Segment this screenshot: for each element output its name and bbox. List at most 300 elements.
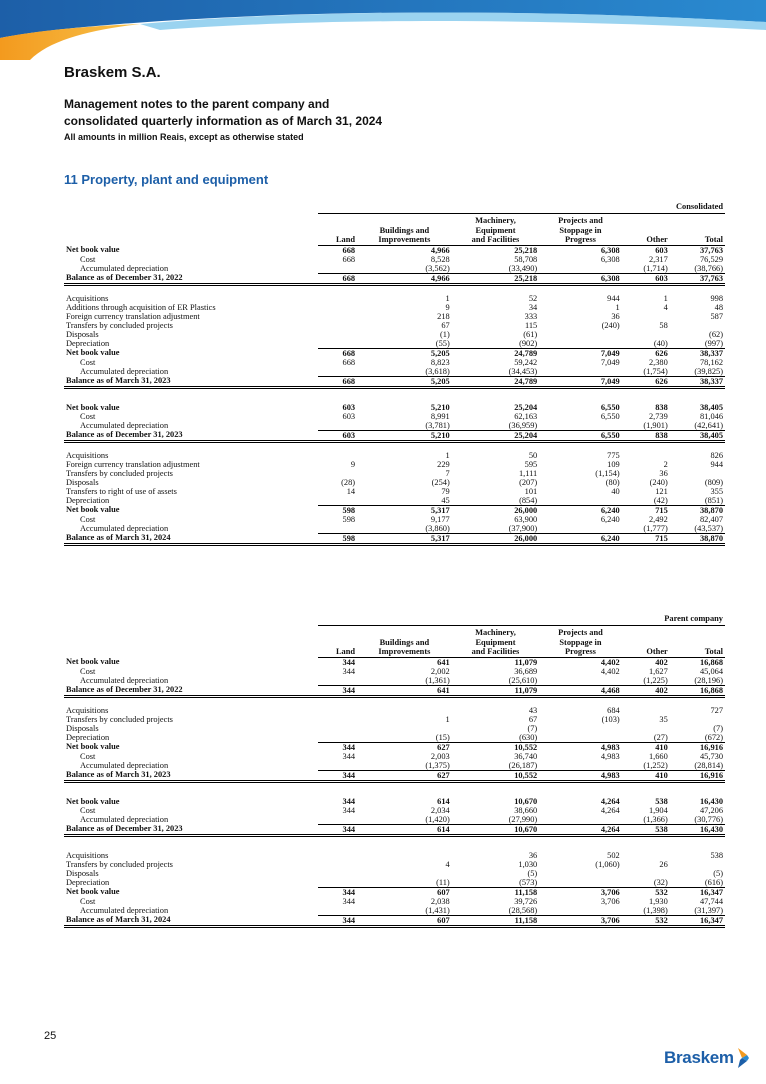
cell-machinery: 26,000 [452, 533, 539, 544]
cell-other: 1,627 [648, 666, 668, 676]
cell-machinery: (573) [452, 878, 539, 888]
cell-projects: 775 [607, 450, 620, 460]
table-row [64, 273, 725, 284]
cell-projects [539, 496, 621, 506]
cell-land [318, 676, 357, 686]
cell-total: 81,046 [699, 411, 723, 421]
cell-buildings: (1,375) [357, 761, 452, 771]
cell-other [622, 869, 670, 878]
cell-projects [539, 339, 621, 349]
col-buildings-line-2: Improvements [378, 235, 431, 244]
cell-projects: 3,706 [600, 896, 620, 906]
cell-projects: 6,240 [539, 533, 621, 544]
cell-projects [539, 869, 621, 878]
cell-other: (1,252) [622, 761, 670, 771]
cell-projects: 3,706 [600, 887, 620, 897]
table-row [64, 348, 725, 358]
cell-other: 35 [659, 714, 668, 724]
cell-other [622, 724, 670, 733]
cell-machinery: 10,552 [452, 770, 539, 781]
row-label: Cost [80, 751, 96, 761]
col-total: Total [670, 626, 725, 658]
cell-projects: 6,550 [600, 402, 620, 412]
cell-other: (1,714) [622, 264, 670, 274]
cell-other: 402 [622, 657, 670, 667]
cell-machinery: 39,726 [514, 896, 538, 906]
cell-total: (42,641) [670, 421, 725, 431]
cell-machinery: 59,242 [514, 357, 538, 367]
cell-machinery: (630) [452, 733, 539, 743]
cell-machinery: (902) [452, 339, 539, 349]
cell-projects: (1,060) [595, 859, 620, 869]
cell-buildings: 641 [357, 685, 452, 696]
cell-buildings: 2,003 [430, 751, 450, 761]
cell-machinery: 26,000 [514, 505, 538, 515]
table-row [64, 358, 725, 367]
cell-total: (5) [713, 868, 723, 878]
cell-projects: 109 [607, 459, 620, 469]
cell-projects: 684 [607, 705, 620, 715]
row-label: Net book value [66, 348, 120, 358]
cell-other [622, 451, 670, 460]
table-row [64, 797, 725, 806]
cell-land: 598 [342, 505, 356, 515]
cell-buildings: (3,860) [357, 524, 452, 534]
cell-land [318, 339, 357, 349]
table-row [64, 505, 725, 515]
cell-total: (28,814) [670, 761, 725, 771]
table-row [64, 255, 725, 264]
cell-machinery: 25,218 [452, 245, 539, 255]
row-label: Transfers to right of use of assets [66, 486, 177, 496]
cell-projects [539, 330, 621, 339]
cell-projects [539, 524, 621, 534]
table-row [64, 815, 725, 825]
cell-land [318, 733, 357, 743]
row-label: Additions through acquisition of ER Plastics [66, 302, 216, 312]
cell-land [318, 303, 357, 312]
cell-machinery: 34 [528, 302, 538, 312]
cell-total: 47,206 [699, 805, 723, 815]
cell-other: 2,739 [648, 411, 668, 421]
cell-other: 402 [622, 685, 670, 696]
cell-machinery: (25,610) [452, 676, 539, 686]
cell-other: 2,380 [648, 357, 668, 367]
cell-land [318, 469, 357, 478]
cell-projects: 4,468 [539, 685, 621, 696]
section-title: 11 Property, plant and equipment [64, 172, 269, 187]
cell-buildings: 607 [437, 887, 450, 897]
row-label: Cost [80, 514, 96, 524]
cell-machinery: 11,158 [452, 915, 539, 926]
table-row [64, 524, 725, 534]
subtitle-line-2: consolidated quarterly information as of March 31, 2024 [64, 114, 383, 128]
spacer-row [64, 441, 725, 451]
table-row [64, 321, 725, 330]
cell-other [622, 851, 670, 860]
cell-projects: (80) [605, 477, 620, 487]
cell-other: (1,225) [622, 676, 670, 686]
cell-machinery: 50 [528, 450, 538, 460]
table-row [64, 715, 725, 724]
cell-projects: 3,706 [539, 915, 621, 926]
cell-other: (240) [649, 477, 668, 487]
cell-other: (42) [622, 496, 670, 506]
cell-projects: 4,264 [600, 796, 620, 806]
table-row [64, 421, 725, 431]
cell-machinery: 36 [528, 850, 538, 860]
row-label: Transfers by concluded projects [66, 714, 173, 724]
cell-land: 668 [342, 254, 356, 264]
cell-buildings: 5,205 [430, 348, 450, 358]
col-projects-line-2: Stoppage in [559, 225, 602, 235]
cell-projects [539, 906, 621, 916]
cell-total: 38,405 [699, 402, 723, 412]
cell-projects: 1 [615, 302, 620, 312]
table-row [64, 339, 725, 349]
table-row [64, 403, 725, 412]
cell-total [670, 715, 725, 724]
cell-total: (28,196) [670, 676, 725, 686]
table-row [64, 706, 725, 715]
cell-buildings: 8,991 [430, 411, 450, 421]
cell-total: 76,529 [699, 254, 723, 264]
cell-buildings [357, 851, 452, 860]
table-row [64, 824, 725, 835]
col-buildings-line-2: Improvements [378, 647, 431, 656]
cell-land: 603 [342, 402, 356, 412]
cell-other: 1,904 [648, 805, 668, 815]
cell-total: 37,763 [670, 273, 725, 284]
cell-buildings: 2,034 [430, 805, 450, 815]
cell-buildings [357, 706, 452, 715]
cell-land [318, 312, 357, 321]
cell-buildings: (3,618) [357, 367, 452, 377]
cell-land: 344 [342, 751, 356, 761]
cell-projects: 6,240 [600, 505, 620, 515]
cell-total: 355 [710, 486, 723, 496]
cell-other: (40) [622, 339, 670, 349]
cell-projects [539, 724, 621, 733]
cell-total: 16,347 [699, 887, 723, 897]
cell-buildings: 627 [437, 742, 450, 752]
cell-land [318, 496, 357, 506]
row-label: Accumulated depreciation [80, 523, 169, 533]
cell-machinery: (36,959) [452, 421, 539, 431]
cell-total: (62) [709, 329, 723, 339]
cell-machinery: (33,490) [452, 264, 539, 274]
cell-other: (27) [622, 733, 670, 743]
cell-buildings: (55) [357, 339, 452, 349]
cell-buildings: 8,528 [430, 254, 450, 264]
cell-land: 344 [318, 770, 357, 781]
cell-buildings: 229 [437, 459, 450, 469]
cell-land [318, 860, 357, 869]
row-label: Acquisitions [66, 450, 109, 460]
table-row [64, 330, 725, 339]
cell-buildings: 218 [437, 311, 450, 321]
row-label: Accumulated depreciation [80, 760, 169, 770]
cell-land: 344 [342, 666, 356, 676]
cell-buildings: 607 [357, 915, 452, 926]
table-row [64, 897, 725, 906]
cell-machinery: 52 [528, 293, 538, 303]
cell-buildings: 2,038 [430, 896, 450, 906]
col-projects-line-3: Progress [565, 235, 596, 244]
cell-other: 1,660 [648, 751, 668, 761]
cell-total: (43,537) [670, 524, 725, 534]
table-row [64, 412, 725, 421]
cell-total: 38,405 [670, 430, 725, 441]
col-buildings-line-1: Buildings and [379, 225, 430, 235]
cell-projects: 6,240 [600, 514, 620, 524]
cell-projects: 7,049 [539, 376, 621, 387]
table-row [64, 515, 725, 524]
cell-machinery: 10,670 [514, 796, 538, 806]
col-machinery-line-1: Machinery, [475, 216, 516, 225]
cell-land: 598 [318, 533, 357, 544]
cell-other [622, 330, 670, 339]
cell-projects: 6,308 [539, 245, 621, 255]
cell-buildings: 614 [357, 824, 452, 835]
cell-buildings: 8,823 [430, 357, 450, 367]
cell-buildings: 9 [445, 302, 450, 312]
cell-land: 598 [342, 514, 356, 524]
cell-machinery: 24,789 [514, 348, 538, 358]
row-label: Accumulated depreciation [80, 814, 169, 824]
table-row [64, 657, 725, 667]
row-label: Balance as of March 31, 2023 [64, 376, 318, 387]
col-buildings [357, 626, 452, 658]
cell-land [318, 878, 357, 888]
table-row [64, 264, 725, 274]
cell-other: (1,901) [622, 421, 670, 431]
cell-machinery: (61) [523, 329, 538, 339]
cell-land: 344 [342, 896, 356, 906]
cell-projects [539, 733, 621, 743]
col-buildings-line-1: Buildings and [379, 637, 430, 647]
cell-other: 58 [659, 320, 668, 330]
cell-projects: 7,049 [600, 357, 620, 367]
cell-land [318, 294, 357, 303]
cell-total: 16,430 [699, 796, 723, 806]
row-label: Balance as of December 31, 2023 [64, 430, 318, 441]
cell-machinery: 24,789 [452, 376, 539, 387]
cell-projects: (103) [601, 714, 620, 724]
cell-projects [539, 264, 621, 274]
cell-other: 2,492 [648, 514, 668, 524]
cell-machinery: (28,568) [452, 906, 539, 916]
cell-land [318, 851, 357, 860]
cell-land: 344 [318, 685, 357, 696]
column-header-row [64, 626, 725, 658]
cell-machinery: 115 [524, 320, 538, 330]
cell-projects: 7,049 [600, 348, 620, 358]
cell-buildings: 2,002 [430, 666, 450, 676]
cell-projects: 502 [607, 850, 620, 860]
cell-machinery: (37,900) [452, 524, 539, 534]
cell-machinery: (34,453) [452, 367, 539, 377]
row-label: Disposals [66, 477, 99, 487]
cell-land: 344 [342, 796, 356, 806]
row-label: Acquisitions [66, 293, 109, 303]
cell-machinery: 10,670 [452, 824, 539, 835]
cell-other: 121 [655, 486, 668, 496]
cell-total: 587 [710, 311, 723, 321]
table-row [64, 245, 725, 255]
col-other: Other [622, 626, 670, 658]
table-row [64, 303, 725, 312]
row-label: Acquisitions [66, 705, 109, 715]
cell-land: 344 [318, 824, 357, 835]
cell-total: (851) [670, 496, 725, 506]
cell-machinery: 333 [524, 311, 538, 321]
cell-total: 16,347 [670, 915, 725, 926]
cell-projects: 40 [611, 486, 620, 496]
row-label: Net book value [66, 402, 120, 412]
cell-other: 626 [622, 376, 670, 387]
cell-other: (1,398) [622, 906, 670, 916]
row-label: Balance as of March 31, 2024 [64, 533, 318, 544]
cell-total [670, 469, 725, 478]
cell-land: 14 [346, 486, 356, 496]
table-row [64, 724, 725, 733]
table-label: Consolidated [318, 202, 725, 214]
table-row [64, 860, 725, 869]
cell-machinery: (5) [527, 868, 538, 878]
cell-land: 668 [318, 273, 357, 284]
row-label: Disposals [66, 723, 99, 733]
cell-machinery: (26,187) [452, 761, 539, 771]
cell-total: 45,730 [699, 751, 723, 761]
cell-other: 603 [622, 245, 670, 255]
cell-buildings: 1 [445, 450, 450, 460]
table-row [64, 478, 725, 487]
logo-text: Braskem [664, 1048, 734, 1067]
col-machinery [452, 214, 539, 246]
col-projects-line-3: Progress [565, 647, 596, 656]
cell-projects: 6,550 [600, 411, 620, 421]
subtitle-line-1: Management notes to the parent company and [64, 97, 330, 111]
cell-other: 2,317 [648, 254, 668, 264]
cell-machinery: 11,079 [452, 657, 539, 667]
cell-land [318, 815, 357, 825]
cell-other: 838 [622, 430, 670, 441]
cell-buildings: (1,420) [357, 815, 452, 825]
cell-total: 944 [710, 459, 723, 469]
col-machinery-line-2: Equipment [475, 225, 516, 235]
cell-other: 715 [622, 533, 670, 544]
col-machinery [452, 626, 539, 658]
cell-total: 38,337 [670, 376, 725, 387]
cell-other: 532 [655, 887, 668, 897]
table-row [64, 887, 725, 897]
table-row [64, 667, 725, 676]
cell-buildings: 4,966 [357, 245, 452, 255]
cell-total: (30,776) [670, 815, 725, 825]
table-row [64, 294, 725, 303]
cell-other: (1,366) [622, 815, 670, 825]
col-projects-line-2: Stoppage in [559, 637, 602, 647]
cell-buildings: 5,210 [357, 430, 452, 441]
cell-buildings: 1 [445, 714, 450, 724]
row-label: Depreciation [66, 338, 110, 348]
row-label: Cost [80, 805, 96, 815]
row-label: Net book value [66, 505, 120, 515]
cell-projects: 6,308 [600, 254, 620, 264]
cell-land [318, 869, 357, 878]
cell-land [318, 761, 357, 771]
cell-total: (809) [704, 477, 723, 487]
cell-buildings: 79 [441, 486, 450, 496]
cell-other: 410 [622, 770, 670, 781]
row-label: Balance as of March 31, 2024 [64, 915, 318, 926]
cell-land [318, 724, 357, 733]
braskem-logo [664, 1047, 750, 1069]
cell-buildings: 5,317 [357, 533, 452, 544]
row-label: Transfers by concluded projects [66, 320, 173, 330]
cell-projects: 4,402 [539, 657, 621, 667]
table-row [64, 460, 725, 469]
table-row [64, 915, 725, 926]
cell-other: 626 [655, 348, 668, 358]
col-machinery-line-3: and Facilities [471, 647, 520, 656]
row-label: Cost [80, 411, 96, 421]
column-header-row [64, 214, 725, 246]
cell-land: 668 [318, 245, 357, 255]
cell-projects: 6,308 [539, 273, 621, 284]
table-row [64, 469, 725, 478]
cell-machinery: 101 [524, 486, 538, 496]
row-label: Net book value [66, 742, 120, 752]
cell-machinery: 11,079 [452, 685, 539, 696]
cell-projects: 4,264 [539, 824, 621, 835]
cell-total: (7) [713, 723, 723, 733]
company-name: Braskem S.A. [64, 64, 161, 81]
cell-machinery: 25,204 [514, 402, 538, 412]
cell-total: 16,916 [699, 742, 723, 752]
cell-machinery: (854) [452, 496, 539, 506]
row-label: Depreciation [66, 495, 110, 505]
cell-buildings: 4 [445, 859, 450, 869]
cell-land: 344 [342, 805, 356, 815]
cell-buildings: (1,361) [357, 676, 452, 686]
row-label: Foreign currency translation adjustment [66, 311, 200, 321]
cell-buildings: 5,210 [430, 402, 450, 412]
cell-land [318, 906, 357, 916]
row-label: Net book value [66, 796, 120, 806]
cell-land: 603 [318, 430, 357, 441]
cell-total: 16,868 [670, 685, 725, 696]
cell-machinery: (207) [519, 477, 538, 487]
row-label: Transfers by concluded projects [66, 468, 173, 478]
table-row [64, 733, 725, 743]
cell-total: 45,064 [699, 666, 723, 676]
cell-machinery: 11,158 [514, 887, 538, 897]
cell-other [622, 706, 670, 715]
cell-machinery: 1,111 [518, 468, 538, 478]
row-label: Disposals [66, 329, 99, 339]
cell-projects: 36 [611, 311, 620, 321]
cell-machinery: 67 [528, 714, 538, 724]
cell-projects [539, 878, 621, 888]
cell-total [670, 860, 725, 869]
cell-projects [539, 367, 621, 377]
cell-buildings: 641 [357, 657, 452, 667]
table-row [64, 367, 725, 377]
row-label: Accumulated depreciation [80, 420, 169, 430]
table-row [64, 376, 725, 387]
